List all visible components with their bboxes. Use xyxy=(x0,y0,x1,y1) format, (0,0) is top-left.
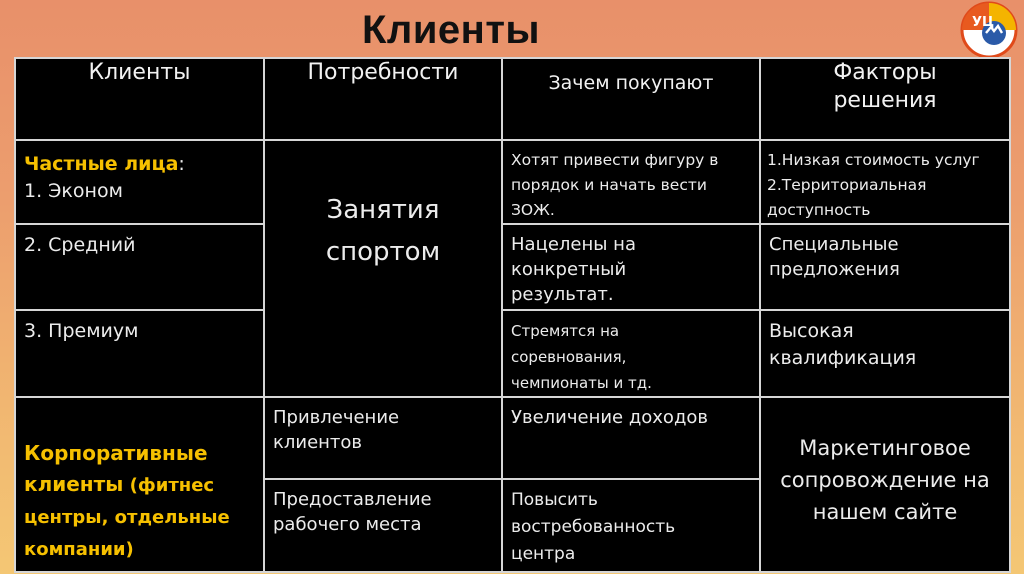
why-premium-cell xyxy=(502,310,760,397)
why-econom-cell xyxy=(502,140,760,224)
segment-econom xyxy=(15,140,264,224)
factors-middle-cell xyxy=(760,224,1010,310)
factor-territorial: 2.Территориальная доступность xyxy=(767,176,927,219)
svg-text:УЦ: УЦ xyxy=(972,15,995,30)
why-income: Увеличение доходов xyxy=(511,407,709,428)
header-clients: Клиенты xyxy=(15,58,264,140)
factors-premium-cell xyxy=(760,310,1010,397)
factor-special-offers: Специальные предложения xyxy=(769,234,900,280)
why-middle-cell xyxy=(502,224,760,310)
clients-table xyxy=(14,57,1011,573)
why-demand-cell xyxy=(502,479,760,572)
header-why-buy: Зачем покупают xyxy=(502,58,760,140)
factor-marketing: Маркетинговое сопровождение на нашем сайте xyxy=(780,436,990,524)
segment-premium-cell xyxy=(15,310,264,397)
corporate-note: (фитнес центры, отдельные компании) xyxy=(24,475,230,560)
segment-corporate-cell xyxy=(15,397,264,572)
need-attract-cell xyxy=(264,397,502,479)
logo-emblem-icon xyxy=(958,0,1020,58)
header-decision-factors: Факторы решения xyxy=(760,58,1010,140)
segment-middle-cell xyxy=(15,224,264,310)
factor-qualification: Высокая квалификация xyxy=(769,320,917,369)
private-clients-label: Частные лица xyxy=(24,153,179,175)
need-workplace: Предоставление рабочего места xyxy=(273,489,432,535)
private-clients-colon: : xyxy=(178,153,185,175)
need-sport: Занятия спортом xyxy=(325,195,441,267)
factor-low-cost: 1.Низкая стоимость услуг xyxy=(767,151,980,169)
why-premium: Стремятся на соревнования, чемпионаты и тд. xyxy=(511,322,652,392)
segment-middle: 2. Средний xyxy=(24,234,136,256)
factors-corporate-cell xyxy=(760,397,1010,572)
corporate-label: Корпоративные клиенты xyxy=(24,441,208,496)
why-demand: Повысить востребованность центра xyxy=(511,490,676,564)
need-attract: Привлечение клиентов xyxy=(273,407,400,453)
need-sport-cell xyxy=(264,140,502,397)
factors-econom-cell xyxy=(760,140,1010,224)
header-needs: Потребности xyxy=(264,58,502,140)
segment-premium: 3. Премиум xyxy=(24,320,139,342)
slide-title: Клиенты xyxy=(362,8,541,52)
econom-label: 1. Эконом xyxy=(24,180,123,202)
why-income-cell xyxy=(502,397,760,479)
why-econom: Хотят привести фигуру в порядок и начать вести ЗОЖ. xyxy=(511,151,719,219)
need-workplace-cell xyxy=(264,479,502,572)
why-middle: Нацелены на конкретный результат. xyxy=(511,234,636,305)
